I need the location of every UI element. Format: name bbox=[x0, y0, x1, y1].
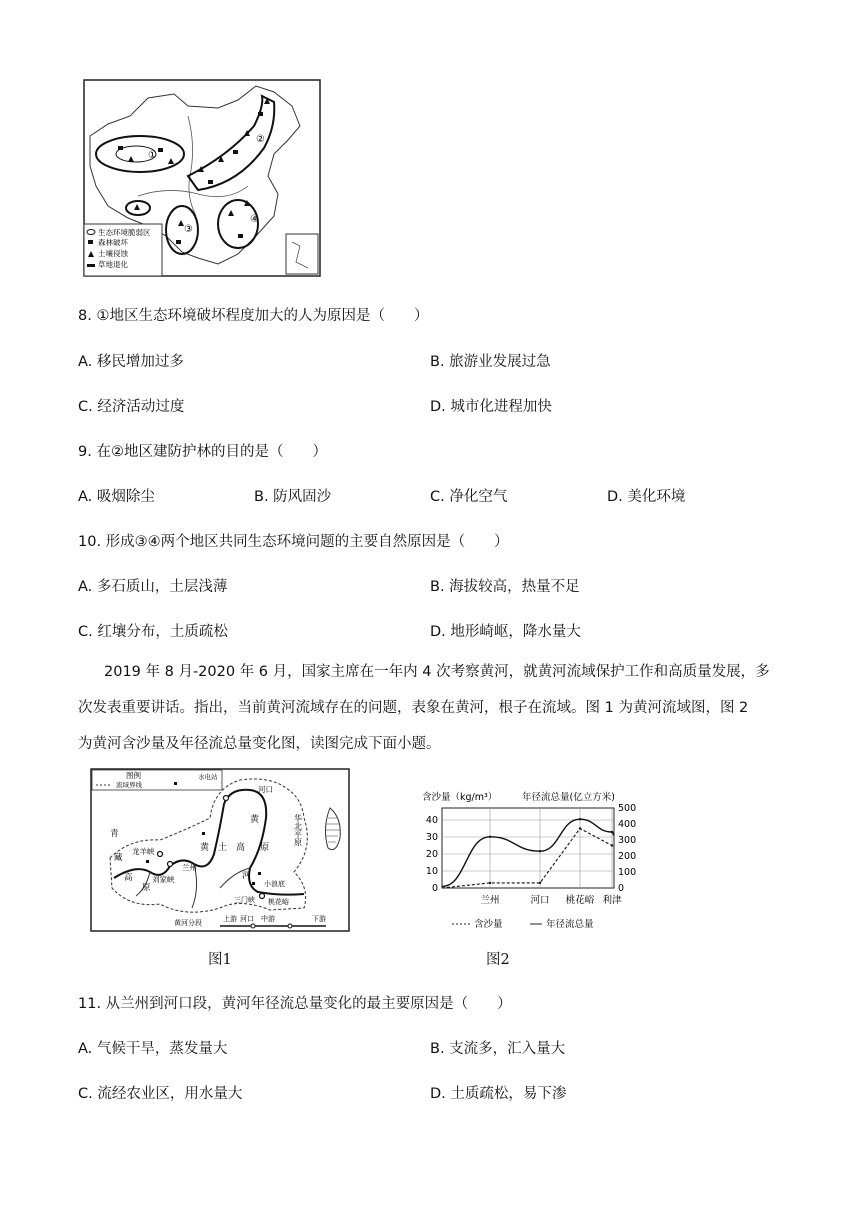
fig1-liujiaxia: 刘家峡 bbox=[152, 875, 175, 884]
fig1-hekou: 河口 bbox=[258, 785, 273, 794]
fig2-sediment-point bbox=[489, 882, 491, 884]
fig1-seg-upper: 上游 bbox=[223, 915, 237, 923]
fig1-lanzhou: 兰州 bbox=[182, 863, 197, 872]
q10-option-c[interactable]: C. 红壤分布，土质疏松 bbox=[78, 624, 228, 640]
fig2-right-tick: 200 bbox=[618, 851, 637, 862]
fig1-seg-lower: 下游 bbox=[312, 915, 326, 923]
fig2-station-label: 利津 bbox=[602, 895, 622, 906]
fig1-huabei: 华北平原 bbox=[293, 814, 303, 846]
fig2-sediment-point bbox=[579, 827, 581, 829]
fig1-huang: 黄 bbox=[250, 815, 260, 825]
figure-2-chart bbox=[412, 788, 674, 938]
passage-line-3: 为黄河含沙量及年径流总量变化图，读图完成下面小题。 bbox=[78, 736, 441, 752]
fig1-yuan2: 原 bbox=[260, 843, 270, 853]
fig2-runoff-point bbox=[539, 850, 541, 852]
q8-option-c[interactable]: C. 经济活动过度 bbox=[78, 399, 185, 415]
q10-option-a[interactable]: A. 多石质山，土层浅薄 bbox=[78, 579, 228, 595]
fig2-left-tick: 0 bbox=[431, 883, 438, 894]
question-11-stem: 11. 从兰州到河口段，黄河年径流总量变化的最主要原因是（ ） bbox=[78, 996, 512, 1012]
fig2-runoff-point bbox=[579, 818, 581, 820]
fig1-legend-boundary: 流域界线 bbox=[116, 781, 142, 789]
q11-option-d[interactable]: D. 土质疏松，易下渗 bbox=[430, 1086, 567, 1102]
fig1-taohuayu: 桃花峪 bbox=[268, 898, 289, 906]
passage-cont bbox=[78, 690, 808, 762]
fig2-right-tick: 100 bbox=[618, 867, 637, 878]
fig2-left-tick: 30 bbox=[425, 832, 438, 843]
q11-option-a[interactable]: A. 气候干旱，蒸发量大 bbox=[78, 1041, 228, 1057]
fig1-legend-title: 图例 bbox=[126, 771, 141, 780]
fig2-right-tick: 400 bbox=[618, 819, 637, 830]
fig2-left-tick: 20 bbox=[425, 849, 438, 860]
figure-1-caption: 图1 bbox=[208, 952, 232, 968]
zone-4-label: ④ bbox=[250, 214, 259, 225]
fig1-gao: 高 bbox=[124, 873, 133, 883]
fig1-zang: 藏 bbox=[114, 853, 123, 863]
fig2-right-tick: 0 bbox=[618, 883, 625, 894]
q10-option-d[interactable]: D. 地形崎岖，降水量大 bbox=[430, 624, 581, 640]
fig2-station-label: 河口 bbox=[530, 895, 550, 906]
china-eco-map bbox=[78, 76, 324, 280]
fig2-left-tick: 10 bbox=[425, 866, 438, 877]
zone-1-label: ① bbox=[148, 150, 157, 161]
fig2-right-tick: 500 bbox=[618, 803, 637, 814]
q9-option-d[interactable]: D. 美化环境 bbox=[607, 489, 686, 505]
fig2-legend-runoff: 年径流总量 bbox=[546, 919, 594, 930]
fig2-right-axis-title: 年径流总量(亿立方米) bbox=[522, 792, 615, 803]
q10-option-b[interactable]: B. 海拔较高，热量不足 bbox=[430, 579, 580, 595]
fig1-yuan: 原 bbox=[142, 883, 151, 893]
legend-deforestation: 森林破坏 bbox=[98, 238, 128, 247]
zone-2-label: ② bbox=[256, 134, 265, 145]
q9-option-c[interactable]: C. 净化空气 bbox=[430, 489, 508, 505]
passage-line-2: 次发表重要讲话。指出，当前黄河流域存在的问题，表象在黄河，根子在流域。图 1 为黄河流域图，图 2 bbox=[78, 700, 749, 716]
q8-option-a[interactable]: A. 移民增加过多 bbox=[78, 354, 184, 370]
fig2-runoff-point bbox=[489, 836, 491, 838]
question-8-stem: 8. ①地区生态环境破坏程度加大的人为原因是（ ） bbox=[78, 308, 429, 324]
fig1-seg-hekou: 河口 bbox=[240, 915, 254, 923]
zone-3-label: ③ bbox=[184, 224, 193, 235]
fig1-qing: 青 bbox=[110, 829, 119, 839]
fig2-station-label: 桃花峪 bbox=[565, 895, 595, 906]
fig1-longyangxia: 龙羊峡 bbox=[132, 847, 155, 856]
fig2-left-tick: 40 bbox=[425, 815, 438, 826]
fig1-legend-hydro: 水电站 bbox=[198, 773, 218, 781]
fig2-sediment-point bbox=[611, 844, 613, 846]
q11-option-c[interactable]: C. 流经农业区，用水量大 bbox=[78, 1086, 243, 1102]
fig2-runoff-point bbox=[611, 831, 613, 833]
fig2-sediment-point bbox=[539, 882, 541, 884]
question-9-stem: 9. 在②地区建防护林的目的是（ ） bbox=[78, 444, 327, 460]
figure-1-yellow-river-map bbox=[90, 768, 350, 932]
legend-grassland-degradation: 草地退化 bbox=[98, 260, 128, 269]
passage-line-1: 2019 年 8 月-2020 年 6 月，国家主席在一年内 4 次考察黄河，就黄河流域保护工作和高质量发展，多 bbox=[104, 664, 770, 680]
legend-soil-erosion: 土壤侵蚀 bbox=[98, 249, 128, 258]
fig2-left-axis-title: 含沙量（kg/m³） bbox=[422, 792, 498, 803]
q11-option-b[interactable]: B. 支流多，汇入量大 bbox=[430, 1041, 566, 1057]
fig1-he: 河 bbox=[242, 871, 252, 881]
fig1-sanmenxia: 三门峡 bbox=[234, 896, 255, 904]
question-10-stem: 10. 形成③④两个地区共同生态环境问题的主要自然原因是（ ） bbox=[78, 534, 509, 550]
fig2-series-runoff bbox=[442, 819, 614, 886]
fig1-segment-label: 黄河分段 bbox=[174, 919, 202, 927]
fig1-xiaolangdi: 小浪底 bbox=[264, 880, 285, 888]
fig1-huangtu: 黄 土 高 bbox=[200, 843, 246, 853]
q9-option-b[interactable]: B. 防风固沙 bbox=[254, 489, 332, 505]
figure-2-caption: 图2 bbox=[486, 952, 510, 968]
q9-option-a[interactable]: A. 吸烟除尘 bbox=[78, 489, 155, 505]
q8-option-d[interactable]: D. 城市化进程加快 bbox=[430, 399, 552, 415]
passage bbox=[104, 654, 826, 690]
fig2-station-label: 兰州 bbox=[480, 895, 500, 906]
fig1-seg-middle: 中游 bbox=[261, 915, 275, 923]
fig2-right-tick: 300 bbox=[618, 835, 637, 846]
fig2-legend-sediment: 含沙量 bbox=[474, 919, 503, 930]
legend-eco-fragile: 生态环境脆弱区 bbox=[98, 228, 151, 237]
q8-option-b[interactable]: B. 旅游业发展过急 bbox=[430, 354, 551, 370]
